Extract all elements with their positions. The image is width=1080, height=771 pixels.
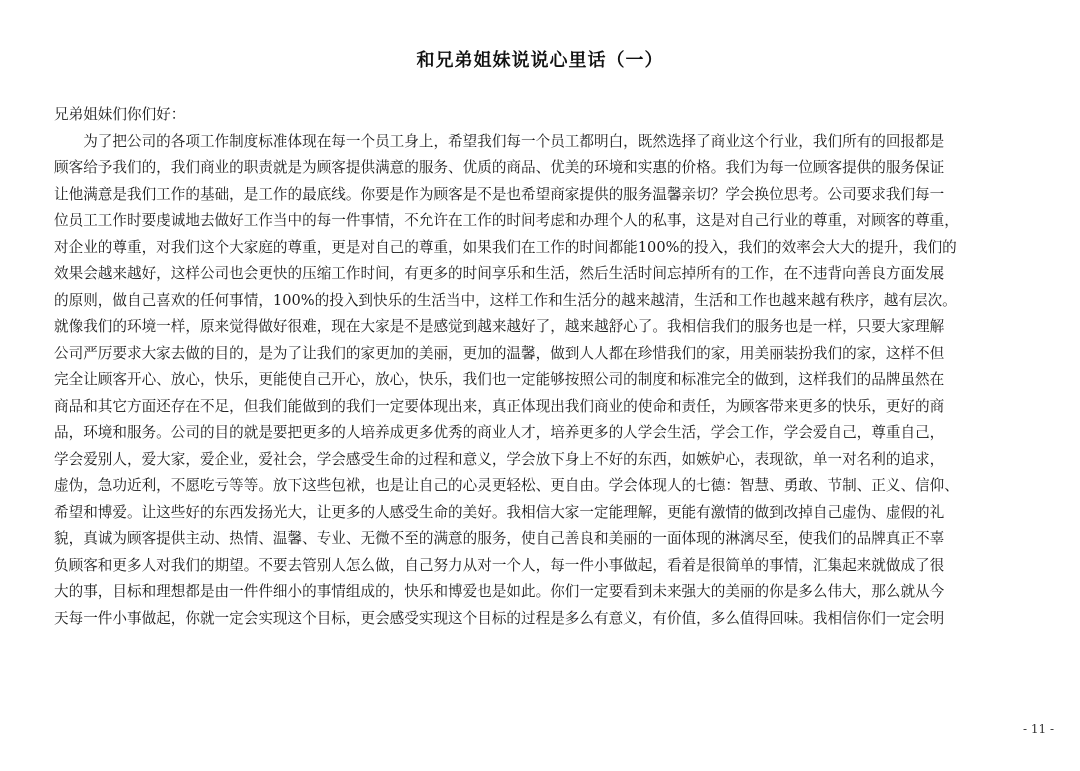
page-title: 和兄弟姐妹说说心里话（一） (416, 50, 664, 71)
paragraph-line: 让他满意是我们工作的基础，是工作的最底线。你要是作为顾客是不是也希望商家提供的服务温馨亲切？学会换位思考。公司要求我们每一 (54, 185, 945, 203)
paragraph-line: 为了把公司的各项工作制度标准体现在每一个员工身上，希望我们每一个员工都明白，既然选择了商业这个行业，我们所有的回报都是 (54, 132, 945, 150)
paragraph-line: 的原则，做自己喜欢的任何事情，100%的投入到快乐的生活当中，这样工作和生活分的越来越清，生活和工作也越来越有秩序，越有层次。 (54, 291, 957, 309)
paragraph-line: 完全让顾客开心、放心，快乐，更能使自己开心，放心，快乐，我们也一定能够按照公司的制度和标准完全的做到，这样我们的品牌虽然在 (54, 371, 945, 388)
paragraph-line: 商品和其它方面还存在不足，但我们能做到的我们一定要体现出来，真正体现出我们商业的使命和责任，为顾客带来更多的快乐，更好的商 (54, 397, 945, 415)
paragraph-line: 对企业的尊重，对我们这个大家庭的尊重，更是对自己的尊重，如果我们在工作的时间都能100%的投入，我们的效率会大大的提升，我们的 (54, 238, 957, 256)
paragraph-line: 公司严厉要求大家去做的目的，是为了让我们的家更加的美丽，更加的温馨，做到人人都在珍惜我们的家，用美丽装扮我们的家，这样不但 (54, 344, 945, 362)
paragraph-line: 负顾客和更多人对我们的期望。不要去管别人怎么做，自己努力从对一个人，每一件小事做起，看着是很简单的事情，汇集起来就做成了很 (54, 556, 945, 574)
paragraph-line: 虚伪，急功近利，不愿吃亏等等。放下这些包袱，也是让自己的心灵更轻松、更自由。学会体现人的七德：智慧、勇敢、节制、正义、信仰、 (54, 477, 959, 494)
paragraph-line: 貌，真诚为顾客提供主动、热情、温馨、专业、无微不至的满意的服务，使自己善良和美丽的一面体现的淋漓尽至，使我们的品牌真正不辜 (54, 530, 945, 547)
greeting-line: 兄弟姐妹们你们好： (54, 106, 186, 123)
paragraph-line: 学会爱别人，爱大家，爱企业，爱社会，学会感受生命的过程和意义，学会放下身上不好的东西，如嫉妒心，表现欲，单一对名利的追求， (54, 450, 945, 468)
paragraph-line: 位员工工作时要虔诚地去做好工作当中的每一件事情，不允许在工作的时间考虑和办理个人的私事，这是对自己行业的尊重，对顾客的尊重， (54, 212, 959, 229)
paragraph-line: 效果会越来越好，这样公司也会更快的压缩工作时间，有更多的时间享乐和生活，然后生活时间忘掉所有的工作，在不违背向善良方面发展 (54, 265, 945, 282)
body-text (54, 102, 1028, 632)
paragraph-line: 顾客给予我们的，我们商业的职责就是为顾客提供满意的服务、优质的商品、优美的环境和实惠的价格。我们为每一位顾客提供的服务保证 (54, 159, 945, 176)
paragraph-line: 就像我们的环境一样，原来觉得做好很难，现在大家是不是感觉到越来越好了，越来越舒心了。我相信我们的服务也是一样，只要大家理解 (54, 318, 945, 335)
page-number: - 11 - (1022, 722, 1054, 736)
paragraph-line: 天每一件小事做起，你就一定会实现这个目标，更会感受实现这个目标的过程是多么有意义，有价值，多么值得回味。我相信你们一定会明 (54, 609, 945, 627)
paragraph-line: 大的事，目标和理想都是由一件件细小的事情组成的，快乐和博爱也是如此。你们一定要看到未来强大的美丽的你是多么伟大，那么就从今 (54, 583, 945, 600)
paragraph-line: 品，环境和服务。公司的目的就是要把更多的人培养成更多优秀的商业人才，培养更多的人学会生活，学会工作，学会爱自己，尊重自己， (54, 424, 945, 441)
paragraph-line: 希望和博爱。让这些好的东西发扬光大，让更多的人感受生命的美好。我相信大家一定能理解，更能有激情的做到改掉自己虚伪、虚假的礼 (54, 503, 945, 521)
